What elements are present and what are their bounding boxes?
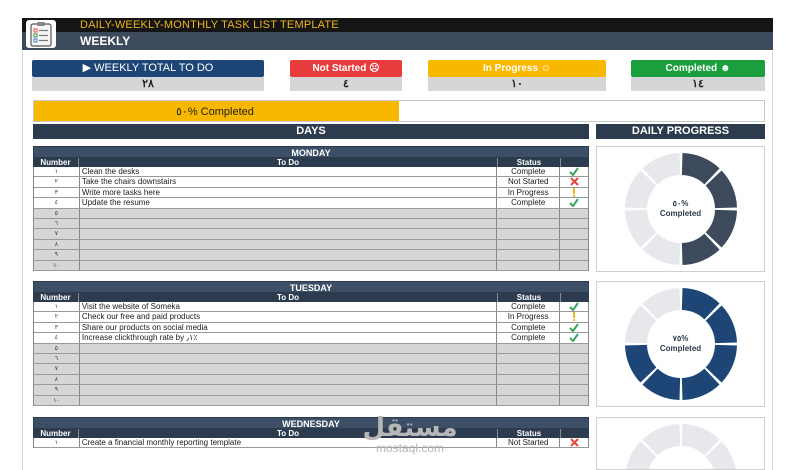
watermark-latin: mostaql.com [375, 441, 445, 455]
table-row [34, 323, 588, 333]
task-number: ٦ [34, 354, 80, 363]
table-row [34, 385, 588, 395]
task-number: ٨ [34, 240, 80, 249]
app-title: DAILY-WEEKLY-MONTHLY TASK LIST TEMPLATE [80, 19, 339, 31]
task-number: ٣ [34, 323, 80, 332]
status-icon-cell [560, 375, 588, 384]
task-status-cell[interactable]: Not Started [497, 438, 560, 447]
watermark-arabic: مستقل [362, 413, 458, 443]
days-section-header: DAYS [33, 124, 589, 139]
column-header-number: Number [33, 293, 79, 302]
status-icon-cell [560, 344, 588, 353]
task-number: ٤ [34, 333, 80, 342]
completed-value: ١٤ [631, 77, 765, 91]
task-text-cell[interactable] [80, 396, 497, 405]
day-table-tuesday [33, 281, 589, 406]
exclamation-icon [560, 312, 588, 321]
table-row [34, 261, 588, 271]
task-status-cell[interactable] [497, 229, 560, 238]
checklist-logo-icon [26, 20, 56, 48]
task-text-cell[interactable]: Check our free and paid products [80, 312, 497, 321]
daily-progress-chart-tuesday [596, 281, 765, 407]
task-number: ٣ [34, 188, 80, 197]
view-title-bar [22, 32, 773, 50]
task-status-cell[interactable] [497, 240, 560, 249]
task-status-cell[interactable] [497, 209, 560, 218]
column-header-todo: To Do [79, 158, 498, 167]
table-header-row [33, 158, 589, 167]
overall-progress-bar [33, 100, 765, 122]
check-icon [560, 333, 588, 342]
task-status-cell[interactable] [497, 250, 560, 259]
task-text-cell[interactable] [80, 229, 497, 238]
task-status-cell[interactable]: Complete [497, 333, 560, 342]
task-text-cell[interactable] [80, 354, 497, 363]
task-number: ١٠ [34, 261, 80, 270]
cross-icon [560, 177, 588, 186]
table-row [34, 302, 588, 312]
check-icon [560, 167, 588, 176]
status-icon-cell [560, 240, 588, 249]
check-icon [560, 198, 588, 207]
task-text-cell[interactable] [80, 261, 497, 270]
task-status-cell[interactable] [497, 219, 560, 228]
day-title: MONDAY [33, 146, 589, 158]
task-text-cell[interactable]: Update the resume [80, 198, 497, 207]
donut-chart [623, 422, 739, 470]
task-status-cell[interactable] [497, 354, 560, 363]
task-text-cell[interactable] [80, 364, 497, 373]
task-text-cell[interactable] [80, 250, 497, 259]
task-status-cell[interactable] [497, 375, 560, 384]
donut-completed-label: Completed [659, 344, 702, 353]
column-header-icon [561, 293, 589, 302]
table-row [34, 344, 588, 354]
column-header-status: Status [498, 429, 561, 438]
cross-icon [560, 438, 588, 447]
table-row [34, 438, 588, 448]
table-row [34, 240, 588, 250]
task-status-cell[interactable]: Complete [497, 198, 560, 207]
task-status-cell[interactable] [497, 364, 560, 373]
task-text-cell[interactable]: Take the chairs downstairs [80, 177, 497, 186]
day-title: TUESDAY [33, 281, 589, 293]
table-row [34, 250, 588, 260]
task-text-cell[interactable] [80, 209, 497, 218]
daily-progress-chart-wednesday [596, 417, 765, 470]
table-row [34, 219, 588, 229]
status-icon-cell [560, 364, 588, 373]
task-number: ١٠ [34, 396, 80, 405]
task-number: ٥ [34, 209, 80, 218]
task-status-cell[interactable]: Complete [497, 323, 560, 332]
column-header-icon [561, 158, 589, 167]
task-text-cell[interactable] [80, 344, 497, 353]
task-text-cell[interactable] [80, 240, 497, 249]
task-status-cell[interactable] [497, 396, 560, 405]
table-row [34, 312, 588, 322]
task-text-cell[interactable]: Write more tasks here [80, 188, 497, 197]
status-icon-cell [560, 229, 588, 238]
column-header-icon [561, 429, 589, 438]
day-table-monday [33, 146, 589, 271]
daily-progress-section-header: DAILY PROGRESS [596, 124, 765, 139]
table-row [34, 209, 588, 219]
daily-progress-chart-monday [596, 146, 765, 272]
table-row [34, 364, 588, 374]
task-number: ١ [34, 167, 80, 176]
status-icon-cell [560, 354, 588, 363]
task-text-cell[interactable]: Increase clickthrough rate by ٫١٪ [80, 333, 497, 342]
task-text-cell[interactable]: Clean the desks [80, 167, 497, 176]
app-title-bar [22, 18, 773, 32]
table-header-row [33, 429, 589, 438]
day-title: WEDNESDAY [33, 417, 589, 429]
task-text-cell[interactable]: Create a financial monthly reporting template [80, 438, 497, 447]
weekly-total-card-header: ▶ WEEKLY TOTAL TO DO [32, 60, 264, 77]
status-icon-cell [560, 250, 588, 259]
task-status-cell[interactable]: Complete [497, 167, 560, 176]
column-header-todo: To Do [79, 293, 498, 302]
column-header-status: Status [498, 293, 561, 302]
status-icon-cell [560, 209, 588, 218]
task-number: ٦ [34, 219, 80, 228]
in-progress-card-header: In Progress ☺ [428, 60, 606, 77]
table-row [34, 188, 588, 198]
task-status-cell[interactable] [497, 344, 560, 353]
in-progress-value: ١٠ [428, 77, 606, 91]
table-row [34, 177, 588, 187]
task-number: ١ [34, 438, 80, 447]
mostaql-watermark [350, 414, 470, 455]
task-status-cell[interactable]: Complete [497, 302, 560, 311]
table-row [34, 198, 588, 208]
exclamation-icon [560, 188, 588, 197]
donut-percent-label: ٧٥% [672, 334, 689, 343]
task-number: ١ [34, 302, 80, 311]
table-row [34, 396, 588, 406]
table-row [34, 375, 588, 385]
view-title: WEEKLY [80, 34, 131, 48]
task-status-cell[interactable] [497, 385, 560, 394]
task-number: ٢ [34, 312, 80, 321]
day-table-wednesday [33, 417, 589, 448]
donut-completed-label: Completed [659, 209, 702, 218]
task-number: ٨ [34, 375, 80, 384]
task-text-cell[interactable]: Visit the website of Someka [80, 302, 497, 311]
table-header-row [33, 293, 589, 302]
status-icon-cell [560, 261, 588, 270]
completed-card-header: Completed ☻ [631, 60, 765, 77]
check-icon [560, 323, 588, 332]
donut-percent-label: ٥٠% [672, 199, 689, 208]
column-header-number: Number [33, 158, 79, 167]
status-icon-cell [560, 219, 588, 228]
not-started-card-header: Not Started ☹ [290, 60, 402, 77]
not-started-value: ٤ [290, 77, 402, 91]
weekly-total-value: ٢٨ [32, 77, 264, 91]
check-icon [560, 302, 588, 311]
task-number: ٥ [34, 344, 80, 353]
column-header-number: Number [33, 429, 79, 438]
task-status-cell[interactable] [497, 261, 560, 270]
task-rows [33, 302, 589, 406]
task-number: ٩ [34, 385, 80, 394]
table-row [34, 229, 588, 239]
task-number: ٧ [34, 229, 80, 238]
table-row [34, 354, 588, 364]
task-rows [33, 438, 589, 448]
status-icon-cell [560, 396, 588, 405]
task-number: ٧ [34, 364, 80, 373]
column-header-todo: To Do [79, 429, 498, 438]
task-number: ٩ [34, 250, 80, 259]
task-text-cell[interactable] [80, 219, 497, 228]
task-number: ٢ [34, 177, 80, 186]
task-text-cell[interactable] [80, 385, 497, 394]
task-status-cell[interactable]: In Progress [497, 188, 560, 197]
task-status-cell[interactable]: Not Started [497, 177, 560, 186]
task-text-cell[interactable] [80, 375, 497, 384]
table-row [34, 167, 588, 177]
status-icon-cell [560, 385, 588, 394]
column-header-status: Status [498, 158, 561, 167]
task-number: ٤ [34, 198, 80, 207]
task-status-cell[interactable]: In Progress [497, 312, 560, 321]
task-rows [33, 167, 589, 271]
task-text-cell[interactable]: Share our products on social media [80, 323, 497, 332]
overall-progress-label: ٥٠% Completed [176, 106, 254, 118]
table-row [34, 333, 588, 343]
